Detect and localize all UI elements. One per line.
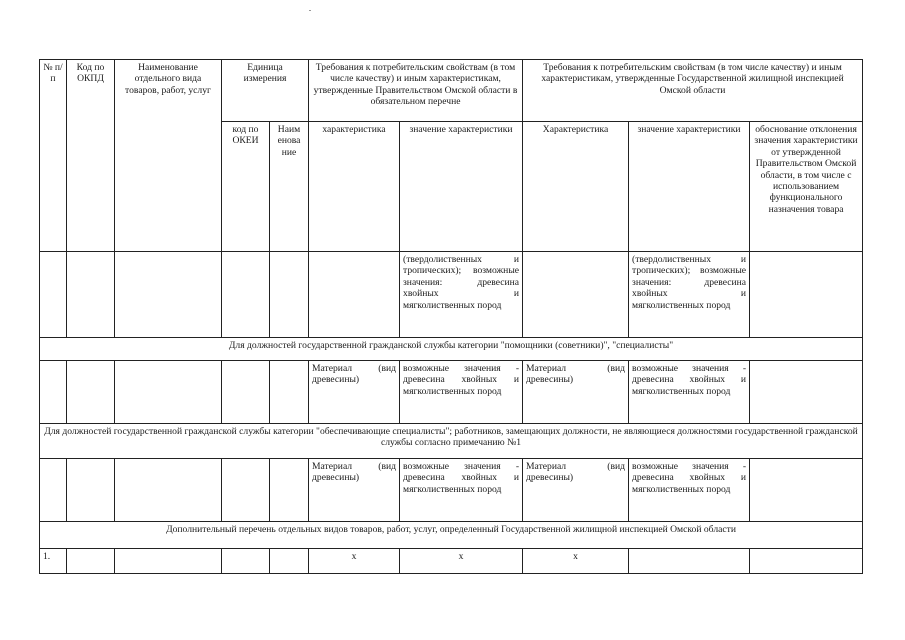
cell-empty bbox=[115, 252, 222, 338]
col-header-insp-reason: обоснование отклонения значения характеристики от утвержденной Правительством Омской области, в том числе с использованием функционального назначения товара bbox=[750, 122, 863, 252]
cell-empty bbox=[40, 361, 67, 424]
cell-empty bbox=[750, 252, 863, 338]
cell-gov-characteristic: х bbox=[309, 549, 400, 574]
cell-insp-characteristic: Материал (вид древесины) bbox=[523, 361, 629, 424]
cell-empty bbox=[222, 252, 270, 338]
table-row bbox=[40, 361, 863, 424]
col-header-unit-name: Наим енова ние bbox=[270, 122, 309, 252]
cell-gov-value: возможные значения - древесина хвойных и мягколиственных пород bbox=[400, 459, 523, 522]
cell-empty bbox=[67, 459, 115, 522]
cell-insp-value: возможные значения - древесина хвойных и мягколиственных пород bbox=[629, 459, 750, 522]
cell-empty bbox=[67, 549, 115, 574]
table-row bbox=[40, 549, 863, 574]
table-row bbox=[40, 459, 863, 522]
section-heading-additional-list: Дополнительный перечень отдельных видов товаров, работ, услуг, определенный Государственной жилищной инспекцией Омской области bbox=[40, 522, 863, 549]
cell-empty bbox=[270, 361, 309, 424]
cell-empty bbox=[222, 549, 270, 574]
cell-empty bbox=[309, 252, 400, 338]
col-header-insp-characteristic: Характеристика bbox=[523, 122, 629, 252]
cell-empty bbox=[40, 459, 67, 522]
col-header-req-government: Требования к потребительским свойствам (в том числе качеству) и иным характеристикам, утвержденные Правительством Омской области в обязательном перечне bbox=[309, 60, 523, 122]
cell-empty bbox=[222, 361, 270, 424]
requirements-table bbox=[39, 59, 863, 574]
cell-gov-value: (твердолиственных и тропических); возможные значения: древесина хвойных и мягколиственных пород bbox=[400, 252, 523, 338]
cell-empty bbox=[750, 361, 863, 424]
section-row bbox=[40, 522, 863, 549]
cell-gov-characteristic: Материал (вид древесины) bbox=[309, 361, 400, 424]
cell-empty bbox=[270, 459, 309, 522]
cell-empty bbox=[629, 549, 750, 574]
col-header-number: № п/п bbox=[40, 60, 67, 252]
cell-empty bbox=[750, 459, 863, 522]
section-row bbox=[40, 424, 863, 459]
col-header-gov-characteristic: характеристика bbox=[309, 122, 400, 252]
col-header-okpd: Код по ОКПД bbox=[67, 60, 115, 252]
col-header-unit-code: код по ОКЕИ bbox=[222, 122, 270, 252]
cell-gov-value: х bbox=[400, 549, 523, 574]
cell-empty bbox=[40, 252, 67, 338]
cell-empty bbox=[270, 549, 309, 574]
col-header-insp-value: значение характеристики bbox=[629, 122, 750, 252]
col-header-gov-value: значение характеристики bbox=[400, 122, 523, 252]
cell-empty bbox=[115, 361, 222, 424]
cell-insp-characteristic: х bbox=[523, 549, 629, 574]
cell-empty bbox=[67, 361, 115, 424]
col-header-req-inspection: Требования к потребительским свойствам (в том числе качеству) и иным характеристикам, утвержденные Государственной жилищной инспекцией Омской области bbox=[523, 60, 863, 122]
cell-insp-characteristic: Материал (вид древесины) bbox=[523, 459, 629, 522]
cell-empty bbox=[270, 252, 309, 338]
cell-empty bbox=[523, 252, 629, 338]
header-row-top bbox=[40, 60, 863, 122]
cell-number: 1. bbox=[40, 549, 67, 574]
section-heading-assistants: Для должностей государственной гражданской службы категории "помощники (советники)", "специалисты" bbox=[40, 338, 863, 361]
cell-empty bbox=[222, 459, 270, 522]
cell-insp-value: возможные значения - древесина хвойных и мягколиственных пород bbox=[629, 361, 750, 424]
cell-gov-value: возможные значения - древесина хвойных и мягколиственных пород bbox=[400, 361, 523, 424]
table-row-continuation bbox=[40, 252, 863, 338]
section-row bbox=[40, 338, 863, 361]
cell-empty bbox=[67, 252, 115, 338]
cell-empty bbox=[115, 459, 222, 522]
scan-mark bbox=[309, 10, 311, 11]
cell-empty bbox=[115, 549, 222, 574]
cell-insp-value: (твердолиственных и тропических); возможные значения: древесина хвойных и мягколиственных пород bbox=[629, 252, 750, 338]
col-header-name: Наименование отдельного вида товаров, работ, услуг bbox=[115, 60, 222, 252]
cell-gov-characteristic: Материал (вид древесины) bbox=[309, 459, 400, 522]
section-heading-support-specialists: Для должностей государственной гражданской службы категории "обеспечивающие специалисты"; работников, замещающих должности, не являющиеся должностями государственной гражданской службы согласно примечанию №1 bbox=[40, 424, 863, 459]
col-header-unit: Единица измерения bbox=[222, 60, 309, 122]
cell-empty bbox=[750, 549, 863, 574]
